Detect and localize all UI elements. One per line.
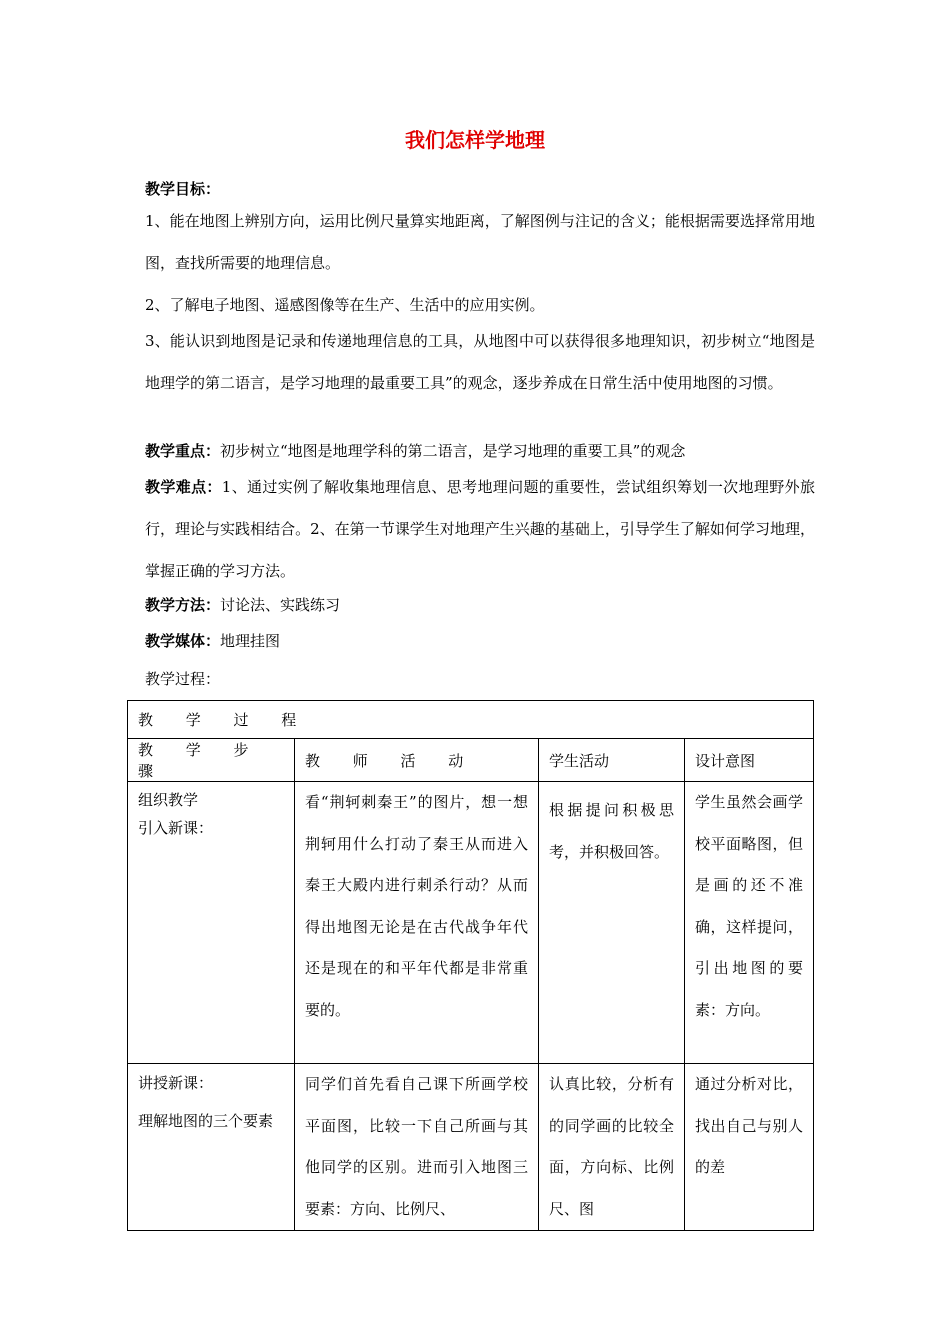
- row2-teacher: 同学们首先看自己课下所画学校平面图，比较一下自己所画与其他同学的区别。进而引入地图三要素：方向、比例尺、: [295, 1064, 539, 1231]
- objective-item-3: 3、能认识到地图是记录和传递地理信息的工具，从地图中可以获得很多地理知识，初步树立“地图是地理学的第二语言，是学习地理的最重要工具”的观念，逐步养成在日常生活中使用地图的习惯。: [145, 332, 815, 392]
- header-student: 学生活动: [539, 739, 685, 782]
- method-text: 讨论法、实践练习: [220, 596, 341, 614]
- header-step: 教 学 步 骤: [128, 739, 295, 782]
- process-label: 教学过程：: [145, 670, 221, 688]
- table-caption: 教 学 过 程: [128, 701, 814, 739]
- table-caption-row: [128, 701, 814, 739]
- difficulty-label: 教学难点：: [145, 478, 222, 496]
- row2-intent: 通过分析对比，找出自己与别人的差: [685, 1064, 814, 1231]
- difficulty-text: 1、通过实例了解收集地理信息、思考地理问题的重要性，尝试组织筹划一次地理野外旅行，理论与实践相结合。2、在第一节课学生对地理产生兴趣的基础上，引导学生了解如何学习地理，掌握正确的学习方法。: [145, 478, 815, 580]
- page-title: 我们怎样学地理: [405, 128, 545, 152]
- header-intent: 设计意图: [685, 739, 814, 782]
- objective-item-2: 2、了解电子地图、遥感图像等在生产、生活中的应用实例。: [145, 296, 545, 314]
- media-text: 地理挂图: [220, 632, 281, 650]
- media-label: 教学媒体：: [145, 632, 221, 650]
- table-row: [128, 1064, 814, 1231]
- row1-student: 根据提问积极思考，并积极回答。: [539, 782, 685, 1064]
- row2-step: 讲授新课： 理解地图的三个要素: [128, 1064, 295, 1231]
- objective-item-1: 1、能在地图上辨别方向，运用比例尺量算实地距离，了解图例与注记的含义；能根据需要选择常用地图，查找所需要的地理信息。: [145, 212, 815, 272]
- objectives-label: 教学目标：: [145, 180, 221, 198]
- key-point-text: 初步树立“地图是地理学科的第二语言，是学习地理的重要工具”的观念: [220, 442, 686, 460]
- row2-student: 认真比较，分析有的同学画的比较全面，方向标、比例尺、图: [539, 1064, 685, 1231]
- header-teacher: 教 师 活 动: [295, 739, 539, 782]
- key-point-label: 教学重点：: [145, 442, 221, 460]
- media: [145, 620, 815, 662]
- method-label: 教学方法：: [145, 596, 221, 614]
- row1-step: 组织教学 引入新课：: [128, 782, 295, 1064]
- table-header-row: [128, 739, 814, 782]
- process-table: [127, 700, 814, 1231]
- row1-intent: 学生虽然会画学校平面略图，但是画的还不准确，这样提问，引出地图的要素：方向。: [685, 782, 814, 1064]
- difficulty: [145, 466, 815, 592]
- table-row: [128, 782, 814, 1064]
- row1-teacher: 看“荆轲刺秦王”的图片，想一想荆轲用什么打动了秦王从而进入秦王大殿内进行刺杀行动？从而得出地图无论是在古代战争年代还是现在的和平年代都是非常重要的。: [295, 782, 539, 1064]
